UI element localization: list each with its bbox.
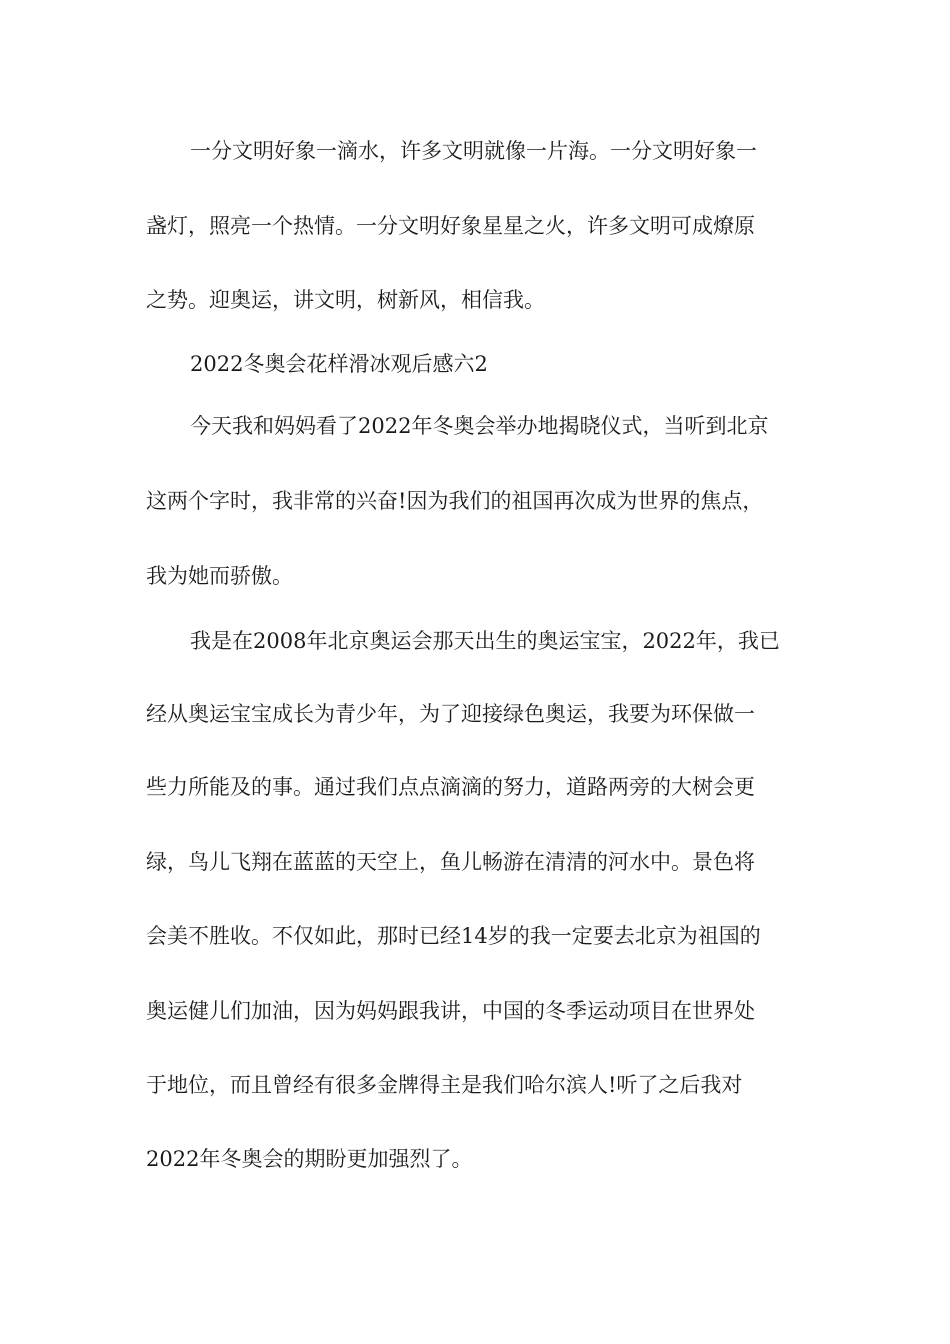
paragraph-3-line-8: 2022年冬奥会的期盼更加强烈了。 bbox=[146, 1147, 473, 1171]
paragraph-2-line-2: 这两个字时，我非常的兴奋!因为我们的祖国再次成为世界的焦点， bbox=[146, 489, 764, 513]
paragraph-3-line-7: 于地位，而且曾经有很多金牌得主是我们哈尔滨人!听了之后我对 bbox=[146, 1073, 743, 1097]
paragraph-3-line-4: 绿，鸟儿飞翔在蓝蓝的天空上，鱼儿畅游在清清的河水中。景色将 bbox=[146, 850, 755, 874]
paragraph-1-line-3: 之势。迎奥运，讲文明，树新风，相信我。 bbox=[146, 288, 545, 312]
paragraph-1-line-1: 一分文明好象一滴水，许多文明就像一片海。一分文明好象一 bbox=[190, 139, 757, 163]
paragraph-1-line-2: 盏灯，照亮一个热情。一分文明好象星星之火，许多文明可成燎原 bbox=[146, 214, 755, 238]
section-heading: 2022冬奥会花样滑冰观后感六2 bbox=[190, 352, 488, 376]
paragraph-3-line-1: 我是在2008年北京奥运会那天出生的奥运宝宝，2022年，我已 bbox=[190, 629, 780, 653]
paragraph-2-line-3: 我为她而骄傲。 bbox=[146, 564, 293, 588]
paragraph-3-line-2: 经从奥运宝宝成长为青少年，为了迎接绿色奥运，我要为环保做一 bbox=[146, 702, 755, 726]
paragraph-3-line-6: 奥运健儿们加油，因为妈妈跟我讲，中国的冬季运动项目在世界处 bbox=[146, 999, 755, 1023]
paragraph-2-line-1: 今天我和妈妈看了2022年冬奥会举办地揭晓仪式，当听到北京 bbox=[190, 414, 769, 438]
paragraph-3-line-3: 些力所能及的事。通过我们点点滴滴的努力，道路两旁的大树会更 bbox=[146, 775, 755, 799]
paragraph-3-line-5: 会美不胜收。不仅如此，那时已经14岁的我一定要去北京为祖国的 bbox=[146, 924, 761, 948]
